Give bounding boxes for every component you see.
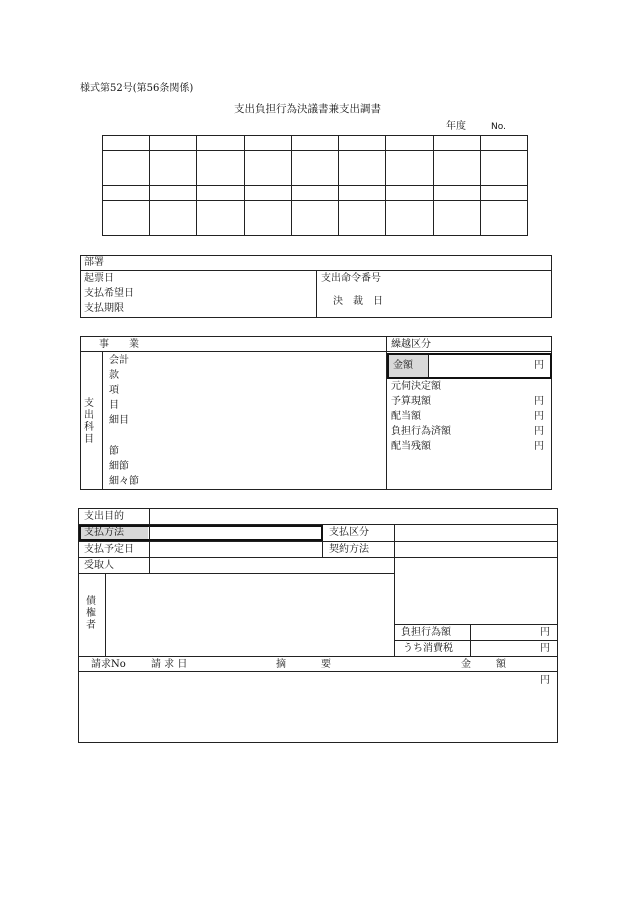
total-yen: 円 — [540, 675, 550, 686]
approval-cell[interactable] — [197, 136, 244, 151]
account-item: 細々節 — [109, 476, 139, 487]
approval-cell[interactable] — [244, 186, 291, 201]
approval-cell[interactable] — [103, 136, 150, 151]
approval-cell[interactable] — [386, 136, 433, 151]
approval-cell[interactable] — [197, 201, 244, 236]
dept-label: 部署 — [84, 257, 104, 268]
col-summary-2: 要 — [321, 659, 331, 670]
approval-cell[interactable] — [150, 136, 197, 151]
contract-method-label: 契約方法 — [329, 544, 369, 555]
budget-item-label: 配当額 — [391, 411, 421, 422]
approval-cell[interactable] — [244, 136, 291, 151]
year-label: 年度 — [446, 121, 466, 132]
col-request-no: 請求No — [91, 659, 126, 670]
approval-cell[interactable] — [291, 201, 338, 236]
approval-cell[interactable] — [386, 186, 433, 201]
account-item: 細目 — [109, 415, 129, 426]
no-label: No. — [491, 122, 506, 132]
carryover-label: 繰越区分 — [391, 339, 431, 350]
creditor-vertical-label: 債 権 者 — [86, 596, 96, 631]
budget-item-label: 元伺決定額 — [391, 381, 441, 392]
account-item: 項 — [109, 385, 119, 396]
account-item: 会計 — [109, 355, 129, 366]
budget-item-yen: 円 — [534, 426, 544, 437]
approval-cell[interactable] — [480, 201, 527, 236]
account-item: 細節 — [109, 461, 129, 472]
approval-cell[interactable] — [480, 186, 527, 201]
business-label: 事 業 — [99, 339, 139, 350]
approval-cell[interactable] — [103, 201, 150, 236]
purpose-label: 支出目的 — [84, 511, 124, 522]
col-amount-1: 金 — [461, 659, 471, 670]
obligation-amount-label: 負担行為額 — [401, 627, 451, 638]
approval-cell[interactable] — [480, 151, 527, 186]
payee-label: 受取人 — [84, 560, 114, 571]
scheduled-date-label: 支払予定日 — [84, 544, 134, 555]
budget-item-yen: 円 — [534, 396, 544, 407]
col-amount-2: 額 — [496, 659, 506, 670]
amount-yen: 円 — [534, 360, 544, 371]
approval-cell[interactable] — [244, 151, 291, 186]
budget-item-label: 配当残額 — [391, 441, 431, 452]
approval-cell[interactable] — [386, 201, 433, 236]
payment-section — [78, 508, 558, 743]
approval-cell[interactable] — [339, 151, 386, 186]
pay-deadline-label: 支払期限 — [84, 303, 124, 314]
approval-cell[interactable] — [433, 201, 480, 236]
approval-cell[interactable] — [103, 151, 150, 186]
approval-cell[interactable] — [291, 186, 338, 201]
approval-date-label: 決 裁 日 — [333, 296, 383, 307]
pay-request-date-label: 支払希望日 — [84, 288, 134, 299]
approval-cell[interactable] — [291, 136, 338, 151]
budget-item-label: 負担行為済額 — [391, 426, 451, 437]
approval-cell[interactable] — [339, 136, 386, 151]
form-number: 様式第52号(第56条関係) — [80, 83, 194, 94]
approval-cell[interactable] — [197, 186, 244, 201]
approval-cell[interactable] — [339, 186, 386, 201]
expense-item-vertical-label: 支 出 科 目 — [84, 398, 94, 445]
approval-cell[interactable] — [244, 201, 291, 236]
approval-cell[interactable] — [433, 151, 480, 186]
approval-cell[interactable] — [480, 136, 527, 151]
account-item: 節 — [109, 446, 119, 457]
category-label: 支払区分 — [329, 527, 369, 538]
budget-item-yen: 円 — [534, 441, 544, 452]
approval-cell[interactable] — [197, 151, 244, 186]
order-no-label: 支出命令番号 — [321, 273, 381, 284]
approval-cell[interactable] — [291, 151, 338, 186]
approval-cell[interactable] — [150, 151, 197, 186]
draft-date-label: 起票日 — [84, 273, 114, 284]
account-item: 款 — [109, 370, 119, 381]
budget-item-yen: 円 — [534, 411, 544, 422]
account-item: 目 — [109, 400, 119, 411]
approval-cell[interactable] — [433, 136, 480, 151]
budget-item-label: 予算現額 — [391, 396, 431, 407]
approval-cell[interactable] — [103, 186, 150, 201]
tax-label: うち消費税 — [403, 643, 453, 654]
col-request-date: 請 求 日 — [151, 659, 188, 670]
tax-yen: 円 — [540, 643, 550, 654]
form-title: 支出負担行為決議書兼支出調書 — [234, 103, 381, 115]
obligation-yen: 円 — [540, 627, 550, 638]
approval-cell[interactable] — [339, 201, 386, 236]
amount-label: 金額 — [393, 360, 413, 371]
approval-cell[interactable] — [150, 186, 197, 201]
col-summary-1: 摘 — [276, 659, 286, 670]
approval-grid — [102, 135, 528, 236]
method-label: 支払方法 — [84, 527, 124, 538]
approval-cell[interactable] — [150, 201, 197, 236]
approval-cell[interactable] — [433, 186, 480, 201]
approval-cell[interactable] — [386, 151, 433, 186]
